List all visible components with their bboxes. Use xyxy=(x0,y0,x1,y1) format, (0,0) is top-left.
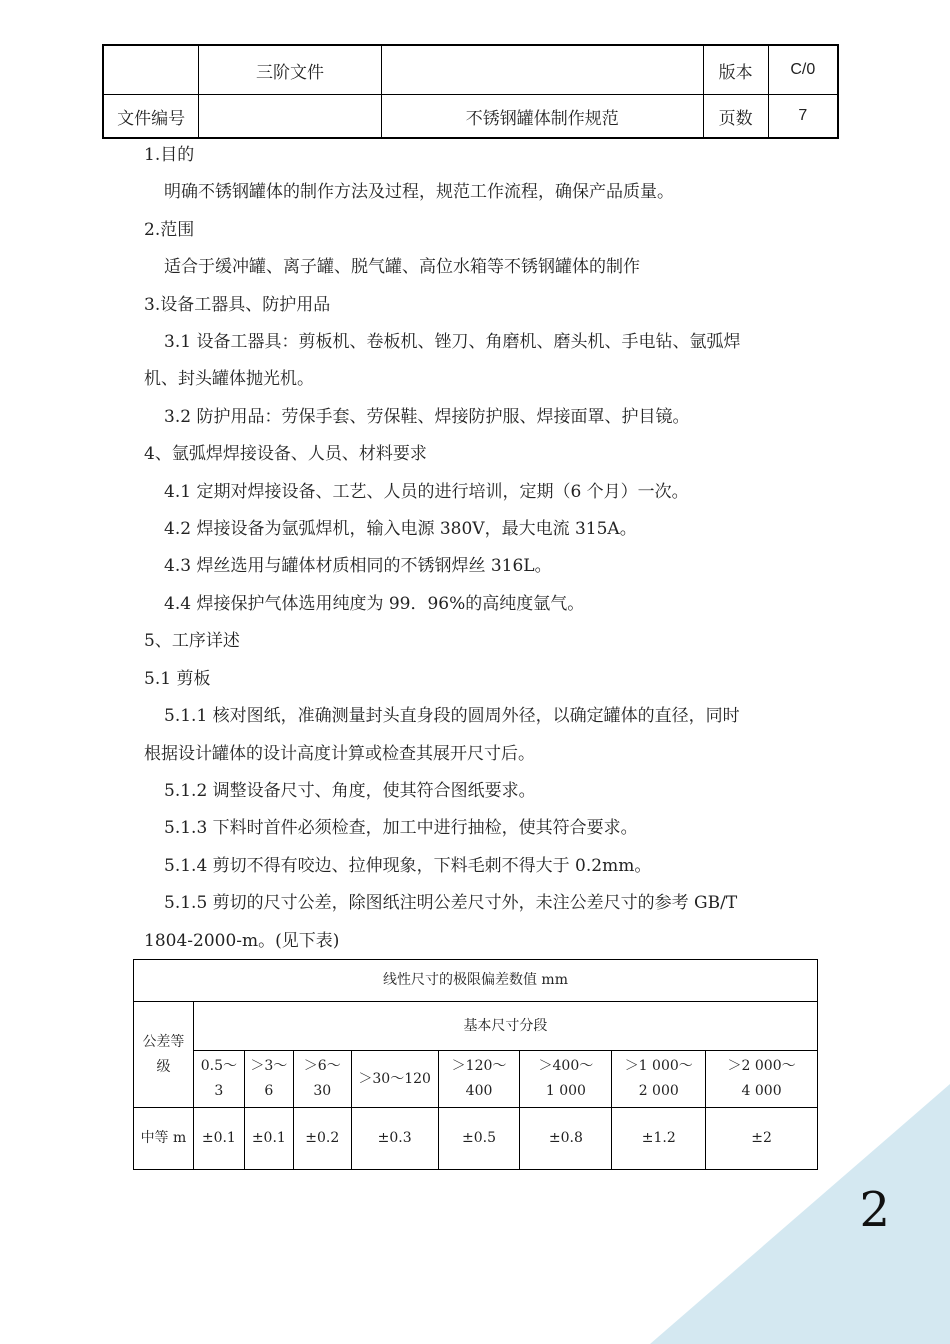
paragraph: 4.2 焊接设备为氩弧焊机，输入电源 380V，最大电流 315A。 xyxy=(164,519,637,540)
header-empty-cell xyxy=(381,45,703,95)
tolerance-table xyxy=(133,959,818,1170)
section-heading: 3.设备工器具、防护用品 xyxy=(144,294,331,315)
paragraph-continuation: 机、封头罐体抛光机。 xyxy=(144,369,314,390)
range-cell: ＞6～ 30 xyxy=(293,1051,351,1108)
tolerance-value: ±0.5 xyxy=(438,1108,520,1170)
tolerance-value: ±0.8 xyxy=(520,1108,612,1170)
paragraph: 4.4 焊接保护气体选用纯度为 99．96%的高纯度氩气。 xyxy=(164,593,585,614)
grade-label: 中等 m xyxy=(134,1108,194,1170)
doc-no-value xyxy=(199,95,381,139)
section-heading: 2.范围 xyxy=(144,219,195,240)
paragraph: 4.1 定期对焊接设备、工艺、人员的进行培训，定期（6 个月）一次。 xyxy=(164,481,689,502)
page-value: 7 xyxy=(768,95,838,139)
header-empty-cell xyxy=(103,45,199,95)
tolerance-value: ±1.2 xyxy=(612,1108,706,1170)
tolerance-value: ±0.1 xyxy=(244,1108,293,1170)
tolerance-value: ±2 xyxy=(706,1108,818,1170)
section-heading: 4、氩弧焊焊接设备、人员、材料要求 xyxy=(144,444,427,465)
paragraph: 适合于缓冲罐、离子罐、脱气罐、高位水箱等不锈钢罐体的制作 xyxy=(164,257,640,278)
paragraph: 5.1.1 核对图纸，准确测量封头直身段的圆周外径，以确定罐体的直径，同时 xyxy=(164,706,740,727)
tolerance-value: ±0.2 xyxy=(293,1108,351,1170)
range-cell: ＞30～120 xyxy=(351,1051,438,1108)
table-title: 线性尺寸的极限偏差数值 mm xyxy=(134,960,818,1002)
section-heading: 1.目的 xyxy=(144,145,195,165)
paragraph: 5.1.3 下料时首件必须检查，加工中进行抽检，使其符合要求。 xyxy=(164,818,638,839)
tolerance-value: ±0.1 xyxy=(193,1108,244,1170)
paragraph: 3.1 设备工器具：剪板机、卷板机、锉刀、角磨机、磨头机、手电钻、氩弧焊 xyxy=(164,332,741,353)
page-number: 2 xyxy=(859,1182,890,1238)
version-label: 版本 xyxy=(703,45,768,95)
tolerance-value: ±0.3 xyxy=(351,1108,438,1170)
section-heading: 5、工序详述 xyxy=(144,631,240,652)
paragraph-continuation: 根据设计罐体的设计高度计算或检查其展开尺寸后。 xyxy=(144,743,535,764)
version-value: C/0 xyxy=(768,45,838,95)
range-cell: ＞120～ 400 xyxy=(438,1051,520,1108)
range-cell: ＞1 000～ 2 000 xyxy=(612,1051,706,1108)
page-label: 页数 xyxy=(703,95,768,139)
paragraph: 5.1.2 调整设备尺寸、角度，使其符合图纸要求。 xyxy=(164,780,536,801)
paragraph: 5.1.5 剪切的尺寸公差，除图纸注明公差尺寸外，未注公差尺寸的参考 GB/T xyxy=(164,893,738,914)
range-cell: 0.5～ 3 xyxy=(193,1051,244,1108)
paragraph: 5.1.4 剪切不得有咬边、拉伸现象，下料毛刺不得大于 0.2mm。 xyxy=(164,855,652,876)
subsection-heading: 5.1 剪板 xyxy=(144,668,211,689)
range-cell: ＞3～ 6 xyxy=(244,1051,293,1108)
paragraph: 明确不锈钢罐体的制作方法及过程，规范工作流程，确保产品质量。 xyxy=(164,182,674,203)
document-body xyxy=(144,137,814,960)
paragraph: 4.3 焊丝选用与罐体材质相同的不锈钢焊丝 316L。 xyxy=(164,556,552,577)
range-cell: ＞2 000～ 4 000 xyxy=(706,1051,818,1108)
segment-header: 基本尺寸分段 xyxy=(193,1002,817,1051)
doc-level: 三阶文件 xyxy=(199,45,381,95)
doc-title: 不锈钢罐体制作规范 xyxy=(381,95,703,139)
grade-header: 公差等级 xyxy=(134,1002,194,1108)
paragraph-continuation: 1804-2000-m。(见下表) xyxy=(144,930,340,951)
document-header-table xyxy=(102,44,839,139)
range-cell: ＞400～ 1 000 xyxy=(520,1051,612,1108)
paragraph: 3.2 防护用品：劳保手套、劳保鞋、焊接防护服、焊接面罩、护目镜。 xyxy=(164,406,690,427)
doc-no-label: 文件编号 xyxy=(103,95,199,139)
